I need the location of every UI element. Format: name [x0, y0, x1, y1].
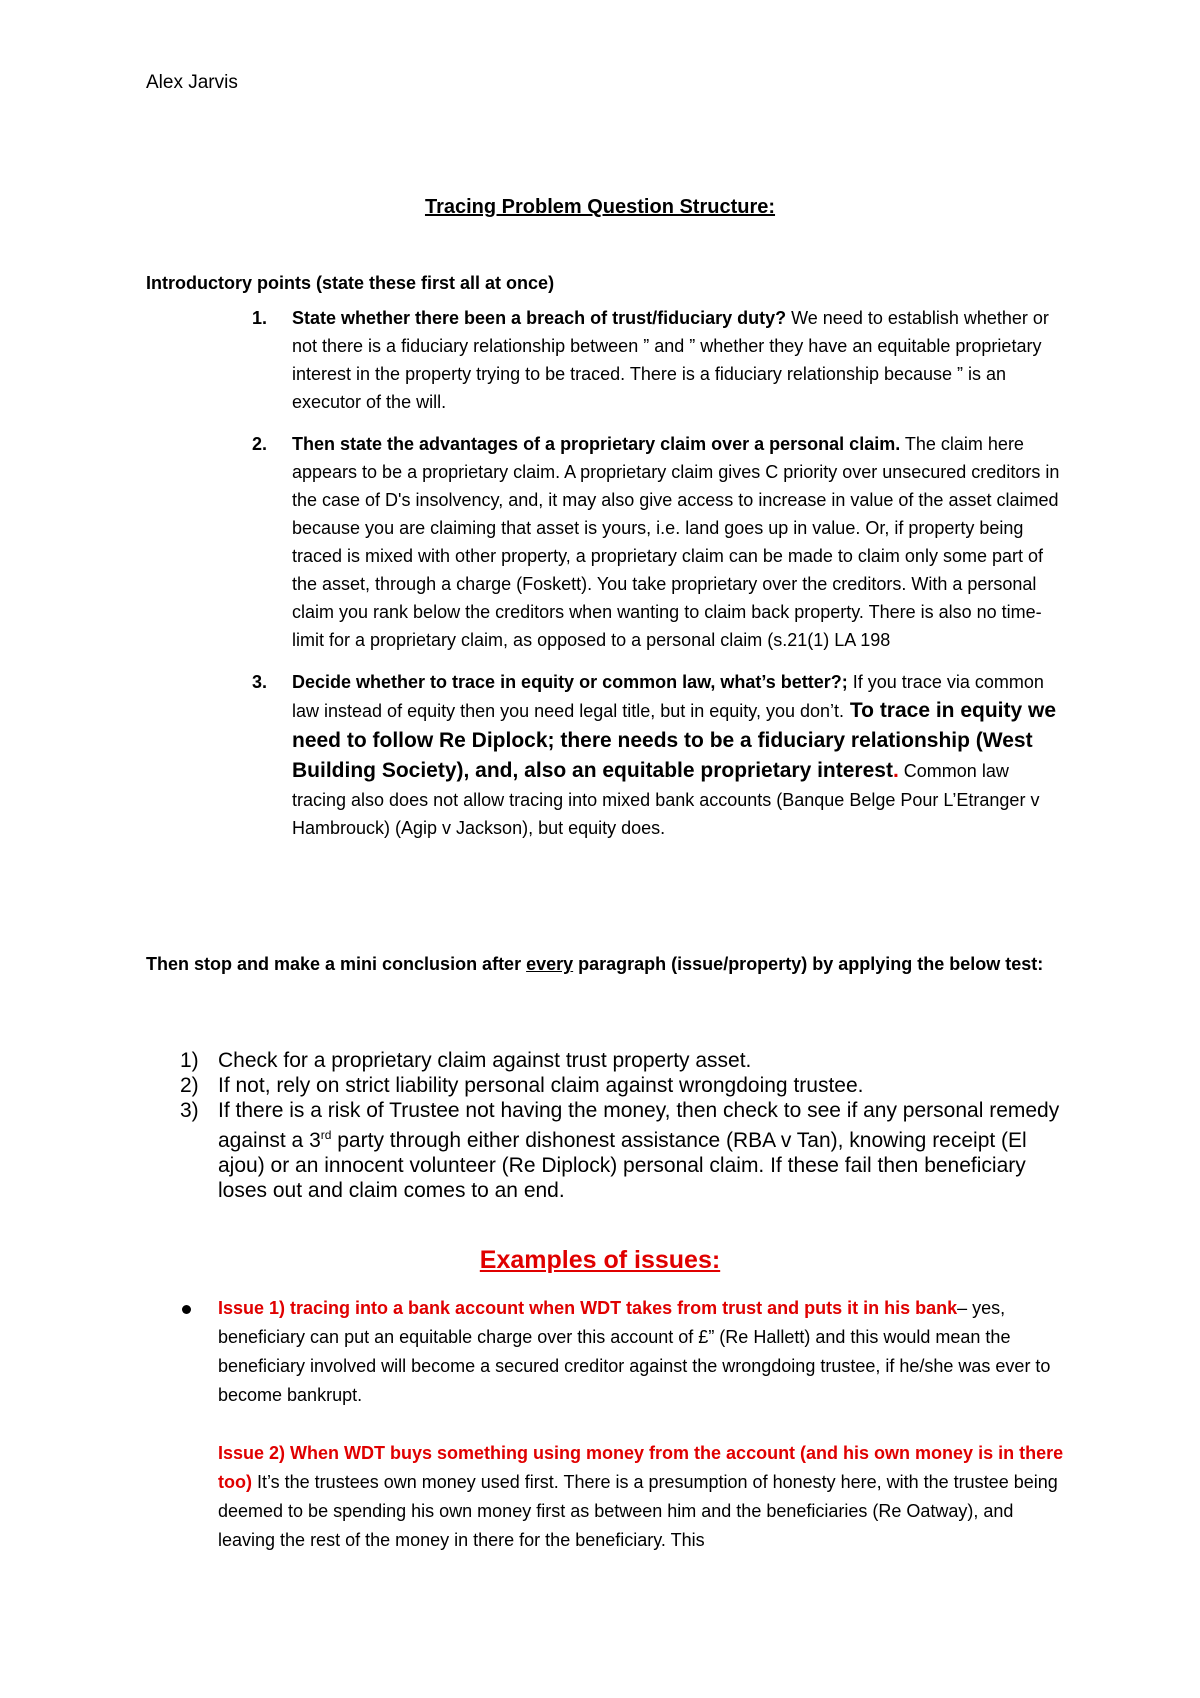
instruction-text-2: paragraph (issue/property) by applying the below test: — [573, 954, 1044, 974]
test-item-1 — [146, 1048, 1076, 1073]
test-list — [146, 1048, 1076, 1203]
issue-lead: Issue 2) When WDT buys something using money from the account (and his own money is in there too) — [218, 1443, 1064, 1492]
issue-text: It’s the trustees own money used first. There is a presumption of honesty here, with the trustee being deemed to be spending his own money first as between him and the beneficiaries (Re Oatway), and leaving the rest of the money in there for the beneficiary. This — [218, 1472, 1058, 1550]
title-text: Tracing Problem Question Structure: — [424, 196, 776, 218]
intro-list — [146, 304, 1066, 842]
intro-item-number: 1. — [252, 308, 268, 328]
intro-item-lead: State whether there been a breach of trust/fiduciary duty? — [292, 308, 787, 328]
test-item-text: If not, rely on strict liability personal claim against wrongdoing trustee. — [218, 1074, 864, 1097]
examples-heading — [0, 1246, 1200, 1275]
intro-item-1 — [146, 304, 1066, 416]
intro-item-number: 2. — [252, 434, 268, 454]
intro-item-text-2: Common law tracing also does not allow tracing into mixed bank accounts (Banque Belge Pour L’Etranger v Hambrouck) (Agip v Jackson), but equity does. — [292, 761, 1040, 838]
test-item-superscript: rd — [320, 1128, 332, 1142]
intro-item-body — [292, 668, 1066, 842]
test-item-number: 3) — [180, 1099, 199, 1122]
intro-item-body — [292, 430, 1066, 654]
test-item-text: Check for a proprietary claim against trust property asset. — [218, 1049, 752, 1072]
intro-item-text: If you trace via common law instead of equity then you need legal title, but in equity, you don’t. — [292, 672, 1044, 721]
intro-heading: Introductory points (state these first all at once) — [146, 273, 555, 293]
test-item-text: If there is a risk of Trustee not having the money, then check to see if any personal remedy against a 3 — [218, 1099, 1060, 1152]
examples-heading-text: Examples of issues: — [479, 1246, 721, 1274]
intro-item-lead: Then state the advantages of a proprietary claim over a personal claim. — [292, 434, 901, 454]
issue-lead: Issue 1) tracing into a bank account when WDT takes from trust and puts it in his bank — [218, 1298, 958, 1318]
test-item-text-2: party through either dishonest assistance (RBA v Tan), knowing receipt (El ajou) or an innocent volunteer (Re Diplock) personal claim. If these fail then beneficiary loses out and claim comes to an end. — [218, 1129, 1027, 1202]
intro-item-text: The claim here appears to be a proprietary claim. A proprietary claim gives C priority over unsecured creditors in the case of D's insolvency, and, it may also give access to increase in value of the asset claimed because you are claiming that asset is yours, i.e. land goes up in value. Or, if property being traced is mixed with other property, a proprietary claim can be made to claim only some part of the asset, through a charge (Foskett). You take proprietary over the creditors. With a personal claim you rank below the creditors when wanting to claim back property. There is also no time-limit for a proprietary claim, as opposed to a personal claim (s.21(1) LA 198 — [292, 434, 1060, 650]
test-item-2 — [146, 1073, 1076, 1098]
bullet-icon — [182, 1305, 191, 1314]
instruction-emphasis: every — [526, 954, 574, 974]
test-item-number: 1) — [180, 1049, 199, 1072]
intro-item-emphasis: To trace in equity we need to follow Re Diplock; there needs to be a fiduciary relationship (West Building Society), and, also an equitable proprietary interest — [292, 699, 1057, 782]
test-item-3 — [146, 1098, 1076, 1203]
intro-item-red-dot: . — [892, 759, 899, 782]
instruction-text: Then stop and make a mini conclusion after — [146, 954, 527, 974]
author-name: Alex Jarvis — [146, 72, 238, 93]
intro-item-3 — [146, 668, 1066, 842]
intro-item-2 — [146, 430, 1066, 654]
test-item-number: 2) — [180, 1074, 199, 1097]
document-title — [0, 196, 1200, 219]
intro-item-body — [292, 304, 1066, 416]
intro-item-number: 3. — [252, 672, 268, 692]
issue-item-1 — [146, 1294, 1066, 1410]
mini-conclusion-instruction — [146, 950, 1066, 979]
issue-item-2 — [146, 1439, 1066, 1555]
intro-item-lead: Decide whether to trace in equity or common law, what’s better?; — [292, 672, 848, 692]
issue-text: – yes, beneficiary can put an equitable charge over this account of £” (Re Hallett) and this would mean the beneficiary involved will become a secured creditor against the wrongdoing trustee, if he/she was ever to become bankrupt. — [218, 1298, 1051, 1405]
issue-list — [146, 1294, 1066, 1555]
intro-item-text: We need to establish whether or not there is a fiduciary relationship between ” and ” whether they have an equitable proprietary interest in the property trying to be traced. There is a fiduciary relationship because ” is an executor of the will. — [292, 308, 1049, 412]
